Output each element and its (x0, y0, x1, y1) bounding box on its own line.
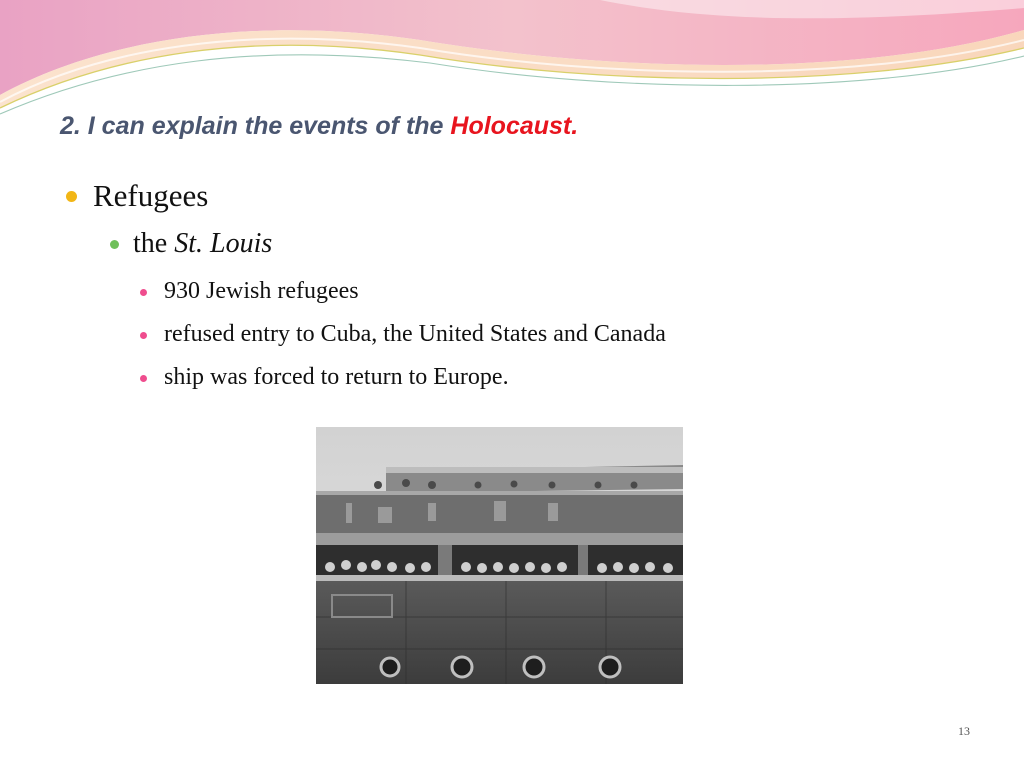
title-suffix: . (571, 112, 579, 140)
title-highlight: Holocaust (450, 112, 572, 140)
bullet-level3-item: 930 Jewish refugees (164, 278, 359, 304)
title-text: 2. I can explain the events of the (60, 112, 451, 140)
bullet-dot-level3 (140, 289, 147, 296)
bullet-level1: Refugees (93, 178, 209, 213)
bullet-level3-item: refused entry to Cuba, the United States and Canada (164, 321, 666, 347)
bullet-level3-item: ship was forced to return to Europe. (164, 364, 509, 390)
bullet-dot-level3 (140, 375, 147, 382)
bullet-level2 (133, 228, 272, 260)
bullet-dot-level2 (110, 240, 119, 249)
page-number: 13 (958, 724, 970, 738)
decorative-wave-header (0, 0, 1024, 130)
slide-title (60, 112, 578, 141)
bullet-level2-text: the (133, 228, 175, 259)
bullet-dot-level3 (140, 332, 147, 339)
bullet-level2-italic: St. Louis (174, 228, 273, 259)
ship-photo (316, 427, 683, 684)
bullet-dot-level1 (66, 191, 77, 202)
